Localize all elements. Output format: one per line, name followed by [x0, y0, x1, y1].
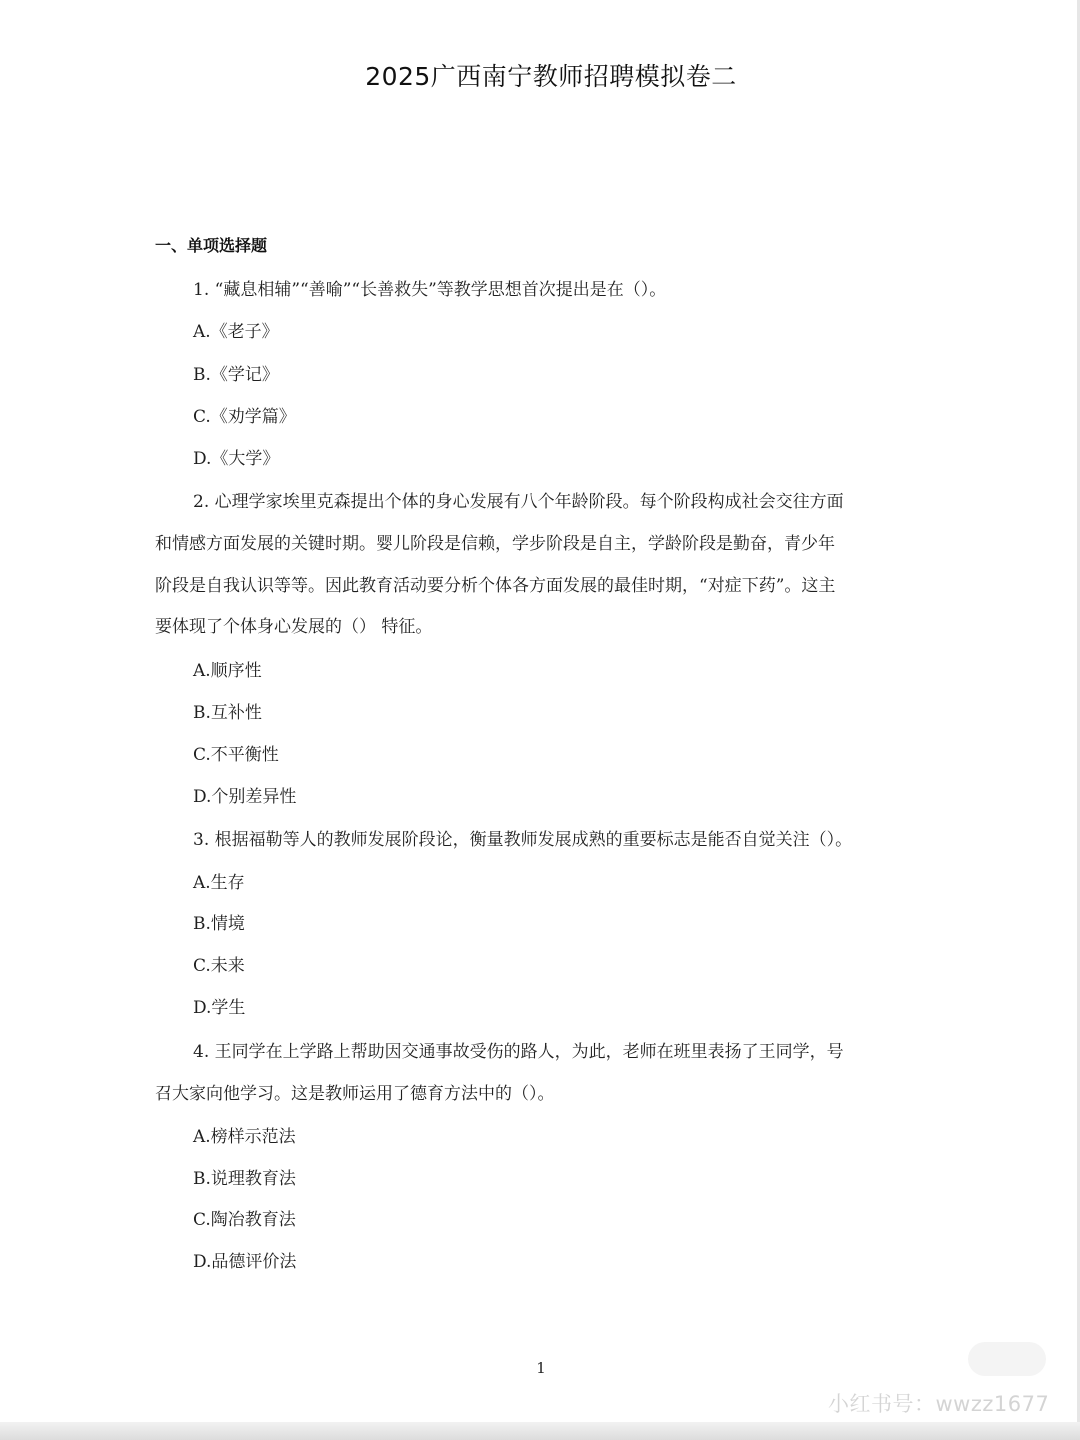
question-2-text-line-3: 阶段是自我认识等等。因此教育活动要分析个体各方面发展的最佳时期，“对症下药”。这主 — [155, 576, 836, 596]
question-1-option-d: D.《大学》 — [193, 449, 280, 469]
question-1-text: 1. “藏息相辅”“善喻”“长善救失”等教学思想首次提出是在（）。 — [193, 280, 667, 300]
question-3-option-b: B.情境 — [193, 914, 245, 934]
question-3-option-d: D.学生 — [193, 998, 246, 1018]
page-title: 2025广西南宁教师招聘模拟卷二 — [365, 62, 737, 91]
section-heading: 一、单项选择题 — [155, 236, 268, 255]
question-4-text-line-2: 召大家向他学习。这是教师运用了德育方法中的（）。 — [155, 1084, 555, 1104]
question-3-text: 3. 根据福勒等人的教师发展阶段论，衡量教师发展成熟的重要标志是能否自觉关注（）。 — [193, 830, 853, 850]
question-2-text-line-2: 和情感方面发展的关键时期。婴儿阶段是信赖，学步阶段是自主，学龄阶段是勤奋，青少年 — [155, 534, 835, 554]
question-4-option-a: A.榜样示范法 — [193, 1127, 296, 1147]
question-2-option-d: D.个别差异性 — [193, 787, 297, 807]
watermark-logo — [968, 1342, 1046, 1376]
page-number: 1 — [536, 1359, 546, 1377]
watermark-text: 小红书号：wwzz1677 — [828, 1392, 1050, 1416]
question-1-option-c: C.《劝学篇》 — [193, 407, 296, 427]
page-bottom-shadow — [0, 1422, 1080, 1440]
question-1-option-b: B.《学记》 — [193, 365, 279, 385]
question-2-option-a: A.顺序性 — [193, 661, 262, 681]
question-1-option-a: A.《老子》 — [193, 322, 279, 342]
question-4-option-d: D.品德评价法 — [193, 1252, 297, 1272]
question-3-option-a: A.生存 — [193, 873, 245, 893]
question-2-option-b: B.互补性 — [193, 703, 262, 723]
question-4-option-b: B.说理教育法 — [193, 1169, 296, 1189]
question-2-option-c: C.不平衡性 — [193, 745, 279, 765]
question-3-option-c: C.未来 — [193, 956, 245, 976]
question-4-text-line-1: 4. 王同学在上学路上帮助因交通事故受伤的路人，为此，老师在班里表扬了王同学，号 — [193, 1042, 844, 1062]
question-2-text-line-1: 2. 心理学家埃里克森提出个体的身心发展有八个年龄阶段。每个阶段构成社会交往方面 — [193, 492, 844, 512]
question-2-text-line-4: 要体现了个体身心发展的（） 特征。 — [155, 617, 433, 637]
question-4-option-c: C.陶冶教育法 — [193, 1210, 296, 1230]
